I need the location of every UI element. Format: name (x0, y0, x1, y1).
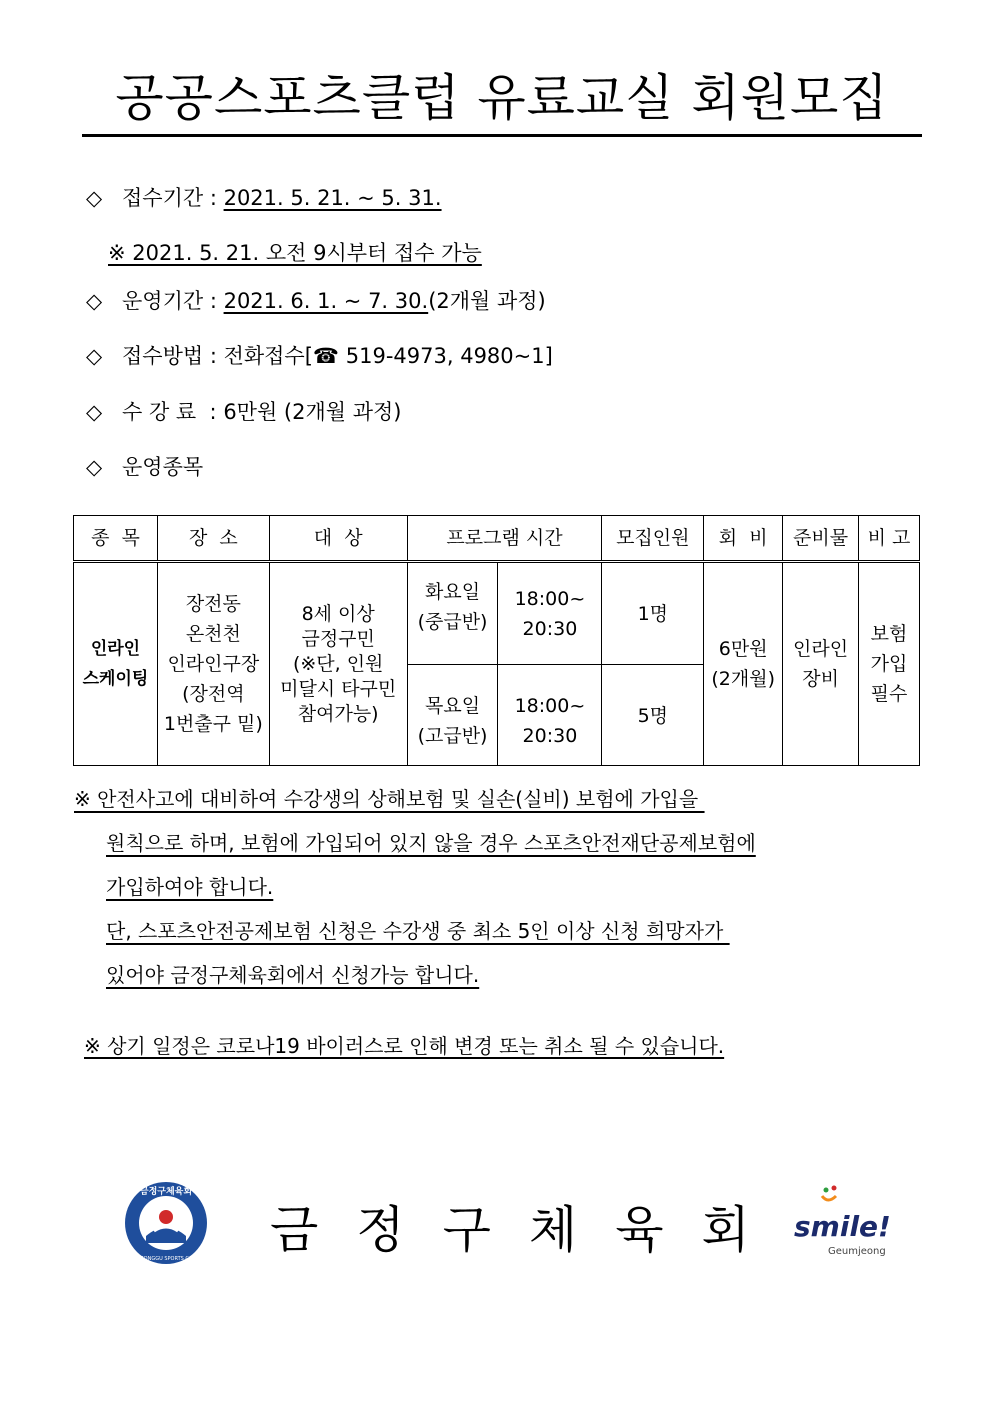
table-row (74, 562, 920, 665)
reception-value: 2021. 5. 21. ~ 5. 31. (223, 186, 442, 210)
reception-method (86, 341, 553, 371)
equipment-line: 장비 (802, 668, 839, 690)
session-time-start: 18:00~ (514, 587, 586, 610)
place-cell (157, 562, 269, 766)
reception-label: 접수기간 : (122, 186, 224, 210)
svg-text:GEUMJEONGGU SPORTS COUNCIL: GEUMJEONGGU SPORTS COUNCIL (124, 1256, 208, 1262)
session-day: 목요일 (424, 695, 481, 717)
insurance-line: 원칙으로 하며, 보험에 가입되어 있지 않을 경우 스포츠안전재단공제보험에 (106, 831, 756, 855)
operation-suffix: (2개월 과정) (428, 289, 546, 313)
session-level: (중급반) (417, 611, 488, 633)
equipment-line: 인라인 (793, 638, 849, 660)
insurance-line: 단, 스포츠안전공제보험 신청은 수강생 중 최소 5인 이상 신청 희망자가 (106, 919, 730, 943)
svg-text:금정구체육회: 금정구체육회 (139, 1187, 193, 1197)
header-place: 장 소 (157, 516, 269, 562)
place-line: 온천천 (185, 623, 241, 645)
sports-label: 운영종목 (122, 455, 204, 479)
target-line: 미달시 타구민 (280, 677, 397, 700)
place-line: (장전역 (182, 683, 245, 705)
remarks-line: 보험 (870, 623, 908, 645)
session-time-start: 18:00~ (514, 695, 586, 717)
program-table (73, 515, 920, 766)
place-line: 장전동 (185, 593, 241, 615)
session-time-cell (498, 665, 602, 766)
fee-value: 6만원 (2개월 과정) (223, 400, 402, 424)
fee-line: (2개월) (711, 668, 775, 690)
smile-geumjeong-logo-icon (788, 1182, 891, 1262)
insurance-line: ※ 안전사고에 대비하여 수강생의 상해보험 및 실손(실비) 보험에 가입을 (74, 787, 705, 811)
session-day-cell (407, 562, 498, 665)
insurance-line: 가입하여야 합니다. (106, 875, 274, 899)
diamond-bullet-icon: ◇ (86, 400, 103, 424)
target-line: 참여가능) (297, 702, 379, 725)
target-line: (※단, 인원 (292, 652, 384, 675)
diamond-bullet-icon: ◇ (86, 455, 103, 479)
header-fee: 회 비 (704, 516, 783, 562)
capacity-cell: 5명 (602, 665, 704, 766)
target-line: 금정구민 (301, 627, 375, 650)
remarks-cell (859, 562, 920, 766)
insurance-line: 있어야 금정구체육회에서 신청가능 합니다. (106, 963, 480, 987)
header-capacity: 모집인원 (602, 516, 704, 562)
target-cell (269, 562, 407, 766)
fee-label: 수 강 료 : (122, 400, 224, 424)
method-label: 접수방법 : (122, 344, 224, 368)
session-time-cell (498, 562, 602, 665)
session-day-cell (407, 665, 498, 766)
sport-line: 인라인 (90, 639, 141, 659)
reception-note: ※ 2021. 5. 21. 오전 9시부터 접수 가능 (108, 241, 482, 265)
place-line: 1번출구 밑) (163, 713, 263, 735)
target-line: 8세 이상 (301, 602, 375, 625)
svg-text:Geumjeong: Geumjeong (828, 1246, 886, 1257)
fee-line: 6만원 (718, 638, 768, 660)
method-value: 전화접수[☎ 519-4973, 4980~1] (223, 344, 553, 368)
operation-period (86, 286, 546, 316)
session-time-end: 20:30 (522, 617, 578, 640)
remarks-line: 필수 (870, 683, 908, 705)
insurance-notice (74, 777, 756, 997)
equipment-cell (783, 562, 859, 766)
tuition-fee (86, 397, 402, 427)
diamond-bullet-icon: ◇ (86, 186, 103, 210)
page-title: 공공스포츠클럽 유료교실 회원모집 (82, 62, 922, 137)
fee-cell (704, 562, 783, 766)
session-day: 화요일 (424, 581, 481, 603)
operating-sports (86, 452, 203, 482)
header-sport: 종 목 (74, 516, 158, 562)
capacity-cell: 1명 (602, 562, 704, 665)
table-header-row (74, 516, 920, 562)
session-level: (고급반) (417, 725, 488, 747)
covid-notice: ※ 상기 일정은 코로나19 바이러스로 인해 변경 또는 취소 될 수 있습니다. (84, 1034, 725, 1058)
diamond-bullet-icon: ◇ (86, 344, 103, 368)
remarks-line: 가입 (870, 653, 908, 675)
reception-period (86, 183, 442, 213)
session-time-end: 20:30 (522, 725, 578, 747)
operation-value: 2021. 6. 1. ~ 7. 30. (223, 289, 429, 313)
sport-line: 스케이팅 (82, 669, 149, 689)
place-line: 인라인구장 (167, 653, 260, 675)
header-remarks: 비 고 (859, 516, 920, 562)
header-equipment: 준비물 (783, 516, 859, 562)
svg-text:smile!: smile! (794, 1210, 891, 1243)
header-program-time: 프로그램 시간 (407, 516, 602, 562)
sport-cell (74, 562, 158, 766)
diamond-bullet-icon: ◇ (86, 289, 103, 313)
organization-name: 금정구체육회 (270, 1201, 788, 1259)
geumjeonggu-sports-council-seal-icon (124, 1181, 208, 1265)
header-target: 대 상 (269, 516, 407, 562)
operation-label: 운영기간 : (122, 289, 224, 313)
